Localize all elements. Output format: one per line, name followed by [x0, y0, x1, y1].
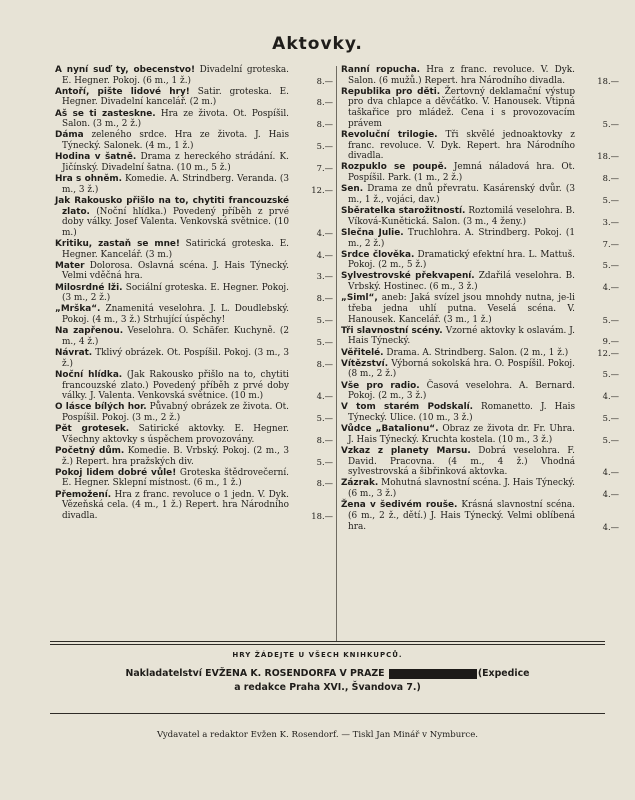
entry-price: 5.—	[602, 314, 619, 325]
entry-description: Obraz ze života dr. Fr. Uhra. J. Hais Týnecký. Kruchta kostela. (10 m., 3 ž.)	[348, 424, 575, 445]
entry-price: 4.—	[602, 282, 619, 293]
entry-description: Drama z hereckého strádání. K. Jičínský. Divadelní šatna. (10 m., 5 ž.)	[62, 152, 289, 173]
entry-price: 5.—	[316, 141, 333, 152]
catalog-entry	[341, 162, 619, 183]
entry-price: 5.—	[316, 413, 333, 423]
entry-description: aneb: Jaká svízel jsou mnohdy nutna, je-li třeba jedna uhlí putna. Veselá scéna. V. Hanousek. Kancelář. (3 m., 1 ž.)	[348, 293, 575, 325]
entry-price: 4.—	[316, 227, 333, 238]
entry-title: Noční hlídka.	[55, 369, 123, 380]
entry-title: Antoří, pište lidové hry!	[55, 86, 190, 97]
entry-title: Na zapřenou.	[55, 326, 124, 337]
entry-price: 5.—	[316, 315, 333, 326]
catalog-entry	[55, 370, 333, 402]
entry-description: Tklivý obrázek. Ot. Pospíšil. Pokoj. (3 m., 3 ž.)	[62, 348, 289, 369]
entry-title: „Mrška“.	[55, 304, 101, 315]
entry-price: 4.—	[316, 249, 333, 260]
catalog-entry	[55, 490, 333, 522]
entry-title: Početný dům.	[55, 445, 125, 456]
entry-price: 5.—	[602, 434, 619, 445]
entry-description: Drama ze dnů převratu. Kasárenský dvůr. (3 m., 1 ž., vojáci, dav.)	[348, 184, 575, 205]
entry-title: Mater	[55, 260, 85, 271]
catalog-entry	[55, 261, 333, 282]
entry-price: 5.—	[602, 194, 619, 205]
entry-description: Groteska štědrovečerní. E. Hegner. Sklepní místnost. (6 m., 1 ž.)	[62, 467, 289, 489]
entry-description: zeleného srdce. Hra ze života. J. Hais Týnecký. Salonek. (4 m., 1 ž.)	[62, 130, 289, 152]
entry-price: 18.—	[311, 510, 333, 521]
entry-price: 8.—	[602, 173, 619, 184]
entry-price: 4.—	[316, 391, 333, 402]
entry-title: Hodina v šatně.	[55, 152, 137, 163]
entry-price: 9.—	[602, 336, 619, 347]
catalog-entry	[341, 271, 619, 292]
entry-description: Znamenitá veselohra. J. L. Doudlebský. Pokoj. (4 m., 3 ž.) Strhující úspěchy!	[62, 304, 289, 326]
catalog-entry	[55, 283, 333, 304]
catalog-entry	[341, 87, 619, 130]
entry-title: Vůdce „Batalionu“.	[341, 424, 439, 435]
catalog-entry	[341, 402, 619, 423]
entry-title: Vzkaz z planety Marsu.	[341, 445, 471, 456]
catalog-entry	[55, 239, 333, 260]
entry-description: (Noční hlídka.) Povedený příběh z prvé doby války. Josef Valenta. Venkovská světnice. (10 m.)	[62, 206, 289, 238]
catalog-entry	[55, 196, 333, 239]
entry-price: 5.—	[602, 260, 619, 271]
entry-description: Satirická groteska. E. Hegner. Kancelář. (3 m.)	[62, 239, 289, 260]
entry-title: Rozpuklo se poupě.	[341, 162, 447, 173]
entry-description: Krásná slavnostní scéna. (6 m., 2 ž., dětí.) J. Hais Týnecký. Velmi oblíbená hra.	[348, 500, 576, 532]
entry-title: Republika pro děti.	[341, 86, 441, 97]
entry-price: 7.—	[316, 162, 333, 173]
entry-description: Dolorosa. Oslavná scéna. J. Hais Týnecký. Velmi vděčná hra.	[62, 260, 289, 282]
entry-description: Hra ze života. Ot. Pospíšil. Salon. (3 m., 2 ž.)	[62, 108, 289, 130]
catalog-entry	[341, 130, 619, 162]
entry-title: Tři slavnostní scény.	[341, 325, 443, 336]
entry-title: Sen.	[341, 184, 364, 195]
bookshop-notice: HRY ŽÁDEJTE U VŠECH KNIHKUPCŮ.	[232, 651, 403, 659]
entry-title: Milosrdné lži.	[55, 282, 123, 293]
catalog-entry	[55, 174, 333, 195]
entry-description: Vzorné aktovky k oslavám. J. Hais Týnecký.	[348, 325, 576, 347]
catalog-entry	[55, 326, 333, 347]
entry-title: Hra s ohněm.	[55, 174, 122, 185]
entry-price: 18.—	[597, 75, 619, 86]
entry-description: Dobrá veselohra. F. David. Pracovna. (4 m., 4 ž.) Vhodná sylvestrovská a šibřinková aktovka.	[348, 445, 575, 478]
entry-description: Mohutná slavnostní scéna. J. Hais Týnecký. (6 m., 3 ž.)	[348, 478, 575, 500]
entry-description: Komedie. A. Strindberg. Veranda. (3 m., 3 ž.)	[62, 174, 289, 195]
entry-price: 18.—	[597, 151, 619, 162]
entry-price: 8.—	[316, 75, 333, 86]
left-column	[55, 65, 333, 522]
catalog-entry	[341, 293, 619, 325]
catalog-entry	[341, 184, 619, 205]
entry-description: Veselohra. O. Schäfer. Kuchyně. (2 m., 4 ž.)	[62, 326, 289, 347]
entry-description: Půvabný obrázek ze života. Ot. Pospíšil. Pokoj. (3 m., 2 ž.)	[62, 402, 289, 423]
imprint-footer: Vydavatel a redaktor Evžen K. Rosendorf. — Tiskl Jan Minář v Nymburce.	[156, 730, 479, 740]
catalog-entry	[55, 130, 333, 151]
page-title: Aktovky.	[272, 34, 363, 54]
entry-title: Věřitelé.	[341, 347, 384, 358]
entry-title: Sběratelka starožitností.	[341, 206, 466, 217]
entry-title: Návrat.	[55, 348, 93, 359]
catalog-entry	[341, 65, 619, 86]
entry-description: (Jak Rakousko přišlo na to, chytiti francouzské zlato.) Povedený příběh z prvé doby války. J. Valenta. Venkovská světnice. (10 m.)	[62, 369, 289, 402]
entry-description: Sociální groteska. E. Hegner. Pokoj. (3 m., 2 ž.)	[62, 282, 289, 304]
entry-title: „Siml“,	[341, 293, 378, 304]
entry-price: 4.—	[602, 489, 619, 500]
catalog-entry	[55, 65, 333, 86]
entry-title: Aš se ti zastesknе.	[55, 108, 156, 119]
column-divider	[336, 66, 337, 641]
entry-description: Hra z franc. revoluce o 1 jedn. V. Dyk. Vězeňská cela. (4 m., 1 ž.) Repert. hra Národního divadla.	[62, 489, 289, 521]
entry-price: 5.—	[602, 118, 619, 129]
entry-description: Jemná náladová hra. Ot. Pospíšil. Park. (1 m., 2 ž.)	[348, 162, 575, 184]
entry-price: 12.—	[311, 184, 333, 195]
catalog-entry	[341, 424, 619, 445]
entry-description: Hra z franc. revoluce. V. Dyk. Salon. (6 mužů.) Repert. hra Národního divadla.	[348, 65, 575, 86]
publisher-expedition: (Expedice	[477, 668, 530, 679]
entry-description: Komedie. B. Vrbský. Pokoj. (2 m., 3 ž.) Repert. hra pražských div.	[62, 445, 289, 467]
entry-title: O lásce bílých hor.	[55, 402, 147, 413]
entry-title: Slečna Julie.	[341, 227, 404, 238]
entry-title: Srdce člověka.	[341, 249, 415, 260]
catalog-entry	[55, 424, 333, 445]
catalog-entry	[341, 206, 619, 227]
entry-description: Romanetto. J. Hais Týnecký. Ulice. (10 m., 3 ž.)	[348, 402, 576, 423]
entry-title: Zázrak.	[341, 478, 379, 489]
entry-title: Jak Rakousko přišlo na to, chytiti francouzské zlato.	[55, 195, 289, 217]
entry-description: Dramatický efektní hra. L. Mattuš. Pokoj. (2 m., 5 ž.)	[348, 249, 576, 271]
entry-price: 3.—	[316, 271, 333, 282]
entry-price: 8.—	[316, 119, 333, 130]
catalog-entry	[341, 381, 619, 402]
catalog-entry	[341, 326, 619, 347]
catalog-entry	[341, 250, 619, 271]
divider-top	[50, 641, 605, 645]
entry-description: Výborná sokolská hra. O. Pospíšil. Pokoj. (8 m., 2 ž.)	[348, 358, 575, 380]
entry-title: A nyní suď ty, obecenstvo!	[55, 65, 196, 75]
entry-title: V tom starém Podskalí.	[341, 402, 474, 413]
catalog-entry	[341, 228, 619, 249]
catalog-entry	[55, 152, 333, 173]
catalog-entry	[55, 109, 333, 130]
right-column	[341, 65, 619, 532]
catalog-entry	[341, 348, 619, 359]
entry-description: Satir. groteska. E. Hegner. Divadelní kancelář. (2 m.)	[62, 86, 289, 108]
entry-title: Pokoj lidem dobré vůle!	[55, 467, 177, 478]
entry-price: 4.—	[602, 391, 619, 402]
entry-price: 8.—	[316, 434, 333, 445]
entry-price: 7.—	[602, 238, 619, 249]
entry-price: 5.—	[316, 336, 333, 347]
catalog-entry	[55, 348, 333, 369]
catalog-entry	[55, 446, 333, 467]
entry-title: Kritiku, zastaň se mne!	[55, 239, 180, 249]
entry-title: Revoluční trilogie.	[341, 129, 438, 140]
entry-price: 5.—	[602, 369, 619, 380]
entry-description: Zdařilá veselohra. B. Vrbský. Hostinec. (6 m., 3 ž.)	[348, 271, 575, 293]
entry-price: 8.—	[316, 293, 333, 304]
publisher-name: Nakladatelství EVŽENA K. ROSENDORFA V PRAZE	[125, 668, 385, 679]
entry-title: Žena v šedivém rouše.	[341, 500, 458, 511]
entry-title: Vítězství.	[341, 358, 389, 369]
entry-price: 8.—	[316, 358, 333, 369]
redaction-bar	[389, 669, 477, 679]
catalog-entry	[55, 304, 333, 325]
catalog-entry	[341, 500, 619, 532]
entry-title: Ranní ropucha.	[341, 65, 421, 75]
catalog-entry	[55, 468, 333, 489]
entry-description: Drama. A. Strindberg. Salon. (2 m., 1 ž.)	[383, 347, 569, 358]
entry-description: Tři skvělé jednoaktovky z franc. revoluce. V. Dyk. Repert. hra Národního divadla.	[348, 129, 575, 162]
entry-price: 8.—	[316, 97, 333, 108]
entry-price: 5.—	[316, 456, 333, 467]
entry-price: 5.—	[602, 413, 619, 423]
entry-description: Roztomilá veselohra. B. Víková-Kunětická. Salon. (3 m., 4 ženy.)	[348, 206, 575, 227]
catalog-entry	[341, 359, 619, 380]
entry-title: Dáma	[55, 130, 84, 141]
catalog-entry	[341, 478, 619, 499]
entry-price: 4.—	[602, 467, 619, 478]
entry-title: Pět grotesek.	[55, 424, 130, 435]
entry-description: Divadelní groteska. E. Hegner. Pokoj. (6 m., 1 ž.)	[62, 65, 289, 86]
entry-title: Sylvestrovské překvapení.	[341, 271, 475, 282]
publisher-block	[60, 667, 595, 695]
entry-description: Satirické aktovky. E. Hegner. Všechny aktovky s úspěchem provozovány.	[62, 424, 289, 445]
catalog-entry	[341, 446, 619, 478]
divider-bottom	[50, 713, 605, 714]
entry-price: 8.—	[316, 478, 333, 489]
entry-title: Vše pro radio.	[341, 380, 420, 391]
entry-description: Truchlohra. A. Strindberg. Pokoj. (1 m., 2 ž.)	[348, 227, 575, 249]
entry-description: Žertovný deklamační výstup pro dva chlapce a děvčátko. V. Hanousek. Vtipná taškařice pro mládež. Cena i s provozovacím právem	[348, 86, 576, 129]
publisher-address: a redakce Praha XVI., Švandova 7.)	[234, 682, 421, 693]
catalog-entry	[55, 402, 333, 423]
entry-price: 3.—	[602, 216, 619, 227]
entry-title: Přemožení.	[55, 489, 112, 500]
catalog-entry	[55, 87, 333, 108]
entry-description: Časová veselohra. A. Bernard. Pokoj. (2 m., 3 ž.)	[348, 380, 575, 402]
entry-price: 4.—	[602, 521, 619, 532]
entry-price: 12.—	[597, 347, 619, 358]
